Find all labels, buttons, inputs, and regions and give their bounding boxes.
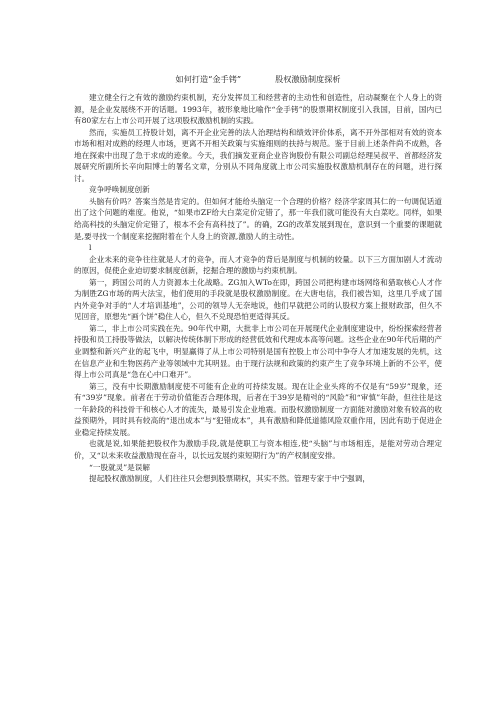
stray-mark: l	[89, 243, 92, 253]
paragraph-point-two: 第二，非上市公司实践在先。90年代中期，大批非上市公司在开展现代企业制度建设中，纷纷探索经营者持股和员工持股等做法，以解决传统体制下形成的经营低效和代理成本高等问题。这些企业在90年代后期的产业调整和新兴产业的起飞中，明显赢得了从上市公司特别是国有控股上市公司中争夺人才加速发展的先机，这在信息产业和生物医药产业等领域中尤其明显。由于现行法规和政策的约束产生了竞争环境上新的不公平，使得上市公司真是“急在心中口难开”。	[74, 323, 442, 380]
paragraph-stock-options: 提起股权激励制度，人们往往只会想到股票期权，其实不然。管理专家于中宁强调，	[89, 474, 370, 484]
title-right: 股权激励制度探析	[275, 74, 341, 84]
section-heading-misunderstanding: “一股就灵”是误解	[89, 462, 150, 472]
paragraph-context: 然而，实施员工持股计划，离不开企业完善的法人治理结构和绩效评价体系，离不开外部相对有效的资本市场和相对成熟的经理人市场，更离不开相关政策与实施细则的扶持与规范。鉴于目前上述条件尚不成熟，各地在探索中出现了急于求成的迹象。今天，我们摘发亚商企业咨询股份有限公司副总经理吴叔平、首都经济发展研究所副所长辛向阳博士的署名文章，分别从不同角度就上市公司实施股权激励机制存在的问题，进行探讨。	[74, 127, 442, 183]
document-title	[74, 73, 442, 85]
paragraph-intro: 建立健全行之有效的激励约束机制，充分发挥员工和经营者的主动性和创造性，启动凝聚在个人身上的资源，是企业发展绕不开的话题。1993年，被形象地比喻作“金手铐”的股票期权制度引入我国，目前，国内已有80家左右上市公司开展了这项股权激励机制的实践。	[74, 93, 442, 126]
paragraph-point-one: 第一，跨国公司的人力资源本土化战略。ZG加入WTo在即，跨国公司把构建市场网络和猎取核心人才作为制胜ZG市场的两大法宝，他们使用的手段就是股权激励制度。在大唐电信，我们被告知，这里几乎成了国内外竞争对手的“人才培训基地”，公司的领导人无奈地说，他们早就把公司的认股权方案上报财政部，但久不见回音，原想先“画个饼”稳住人心，但久不兑现恐怕更适得其反。	[74, 277, 442, 322]
paragraph-brain-value: 头脑有价吗？答案当然是肯定的。但如何才能给头脑定一个合理的价格？经济学家周其仁的一句调侃话道出了这个问题的难度。他说，“如果市ZF给大白菜定价定错了，那一年我们就可能没有大白菜吃。同样，如果给高科技的头脑定价定错了，根本不会有高科技了”。的确，ZG的改革发展到现在，意识到一个重要的课题就是,要寻找一个制度来挖掘附着在个人身上的资源,激励人的主动性。	[74, 196, 442, 241]
paragraph-point-three: 第三，没有中长期激励制度使不可能有企业的可持续发展。现在让企业头疼的不仅是有“59岁”现象，还有“39岁”现象。前者在于劳动价值能否合理体现，后者在于39岁是精력的“风险”和“审慎”年龄，但往往是这一年龄段的科技骨干和核心人才的流失，最易引发企业地震。而股权激励制度一方面能对激励对象有较高的收益预期外，同时具有较高的“退出成本”与“犯错成本”，具有激励和降低道德风险双重作用，因此有助于促进企业稳定持续发展。	[74, 381, 442, 437]
paragraph-talent-competition: 企业未来的竞争往往就是人才的竞争，而人才竞争的背后是制度与机制的较量。以下三方面加剧人才流动的原因，促使企业迫切要求制度创新，挖掘合理的激励与约束机制。	[74, 254, 442, 276]
section-heading-competition: 竞争呼唤制度创新	[89, 185, 150, 195]
paragraph-summary: 也就是说,如果能把股权作为激励手段,就是使职工与资本相连,使“头脑”与市场相连，是能对劳动合理定价，又“以未来收益激励现在奋斗，以长远发展约束短期行为”的产权制度安排。	[74, 439, 442, 460]
document-body	[74, 92, 442, 485]
title-left: 如何打造“金手铐”	[175, 74, 242, 84]
